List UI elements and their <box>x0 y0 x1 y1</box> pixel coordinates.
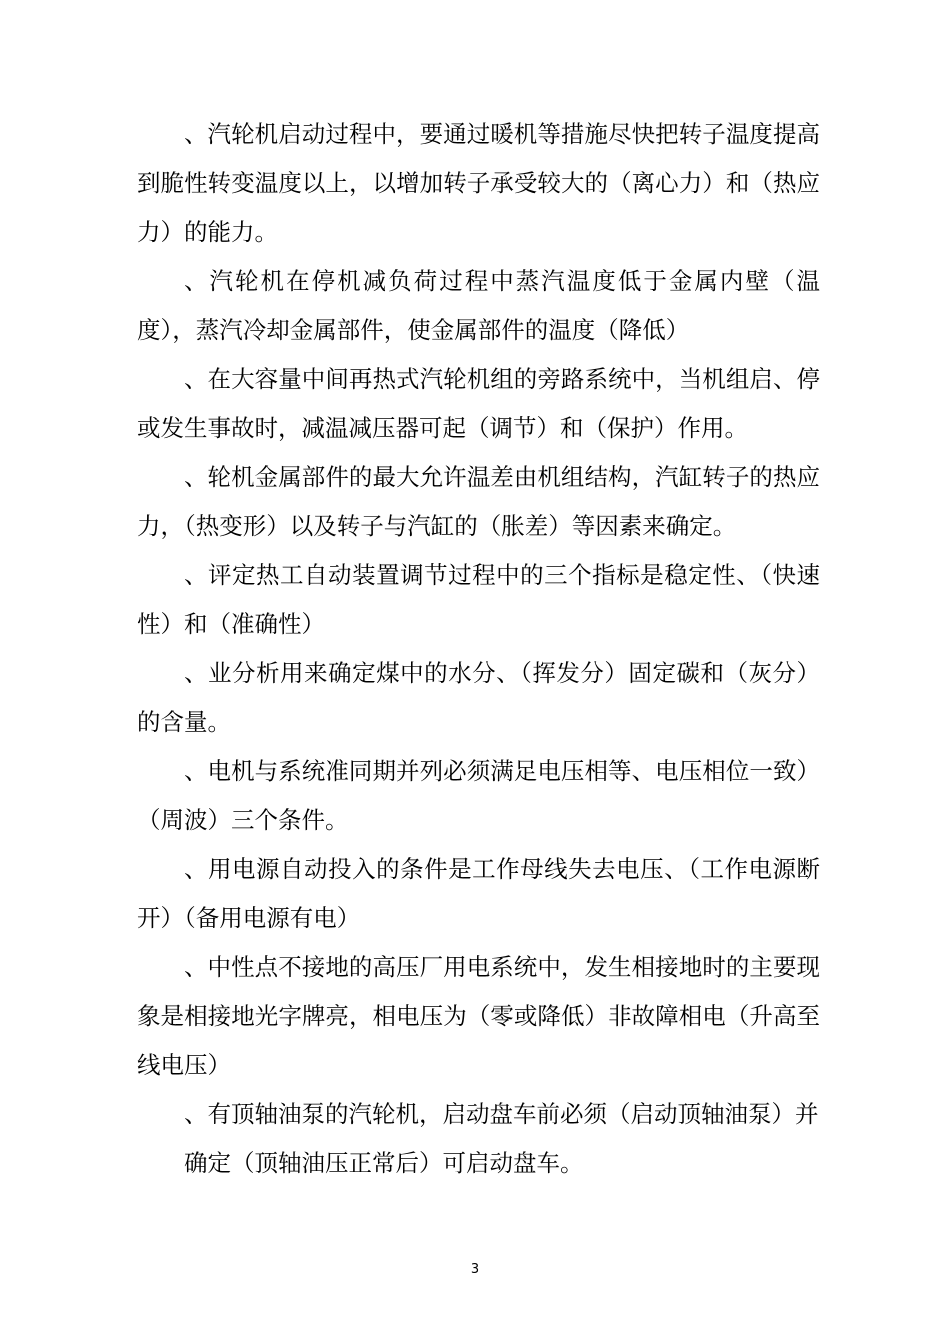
paragraph-3: 、在大容量中间再热式汽轮机组的旁路系统中，当机组启、停或发生事故时，减温减压器可起（调节）和（保护）作用。 <box>137 365 820 442</box>
document-body <box>137 110 820 1188</box>
paragraph-5: 、评定热工自动装置调节过程中的三个指标是稳定性、（快速性）和（准确性） <box>137 561 820 638</box>
paragraph-2: 、汽轮机在停机减负荷过程中蒸汽温度低于金属内壁（温度），蒸汽冷却金属部件，使金属部件的温度（降低） <box>137 267 820 344</box>
paragraph-10: 、有顶轴油泵的汽轮机，启动盘车前必须（启动顶轴油泵）并 <box>184 1100 819 1128</box>
paragraph-8: 、用电源自动投入的条件是工作母线失去电压、（工作电源断开）（备用电源有电） <box>137 855 820 932</box>
paragraph-4: 、轮机金属部件的最大允许温差由机组结构，汽缸转子的热应力，（热变形）以及转子与汽缸的（胀差）等因素来确定。 <box>137 463 820 540</box>
paragraph-9: 、中性点不接地的高压厂用电系统中，发生相接地时的主要现象是相接地光字牌亮，相电压为（零或降低）非故障相电（升高至线电压） <box>137 953 820 1079</box>
page-number: 3 <box>470 1262 480 1277</box>
paragraph-7: 、电机与系统准同期并列必须满足电压相等、电压相位一致）（周波）三个条件。 <box>137 757 820 834</box>
paragraph-6: 、业分析用来确定煤中的水分、（挥发分）固定碳和（灰分）的含量。 <box>137 659 820 736</box>
paragraph-1: 、汽轮机启动过程中，要通过暖机等措施尽快把转子温度提高到脆性转变温度以上，以增加转子承受较大的（离心力）和（热应力）的能力。 <box>137 120 820 246</box>
paragraph-11: 确定（顶轴油压正常后）可启动盘车。 <box>184 1149 584 1177</box>
